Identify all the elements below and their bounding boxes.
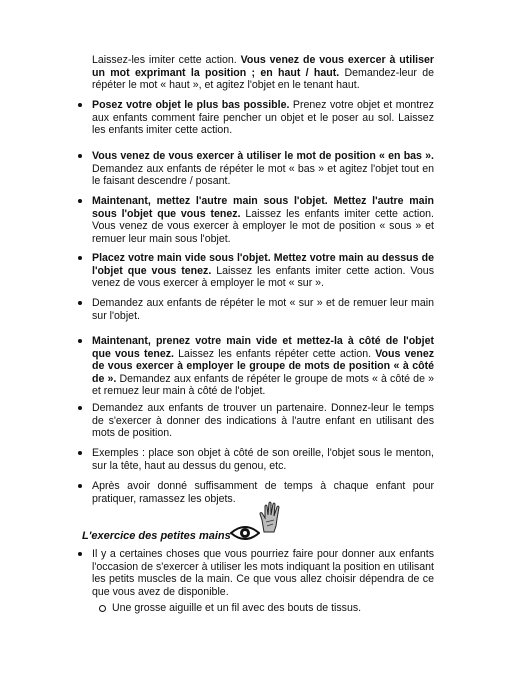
circle-bullet: [99, 605, 106, 612]
bold-run: Posez votre objet le plus bas possible.: [92, 99, 290, 111]
bullet: [78, 339, 82, 343]
bold-run: Maintenant, mettez l'autre main sous l'objet. Mettez l'autre main sous l'objet que vous tenez.: [92, 195, 434, 220]
text-run: Laissez-les imiter cette action.: [92, 54, 241, 66]
bold-run: Placez votre main vide sous l'objet. Mettez votre main au dessus de l'objet que vous tenez.: [92, 252, 434, 277]
continuation-paragraph: [92, 54, 434, 92]
text-run: Laissez les enfants répéter cette action.: [173, 347, 376, 360]
list-item: [92, 252, 434, 290]
text-run: Il y a certaines choses que vous pourriez faire pour donner aux enfants l'occasion de s'exercer à utiliser les mots indiquant la position en utilisant les petits muscles de la main. Ce que vous allez choisir dépendra de ce que vous avez de disponible.: [92, 548, 434, 598]
text-run: Prenez votre objet et montrez aux enfants comment faire pencher un objet et le poser au sol. Laissez les enfants imiter cette action.: [92, 99, 434, 137]
paragraph: [92, 335, 434, 398]
bold-run: Vous venez de vous exercer à employer le groupe de mots de position « à côté de ».: [92, 347, 435, 385]
list-item: [92, 335, 434, 398]
text-run: Demandez aux enfants de répéter le mot « sur » et de remuer leur main sur l'objet.: [92, 297, 434, 322]
paragraph: [92, 195, 434, 245]
bullet: [78, 484, 82, 488]
paragraph: [92, 99, 434, 137]
text-run: Demandez-leur de répéter le mot « haut », et agitez l'objet en le tenant haut.: [92, 66, 435, 92]
paragraph: [92, 447, 434, 472]
list-item: [92, 402, 434, 440]
text-run: Laissez les enfants imiter cette action. Vous venez de vous exercer à employer le mot « sur ».: [92, 264, 434, 290]
bold-run: Vous venez de vous exercer à utiliser un mot exprimant la position ; en haut / haut.: [92, 54, 435, 79]
bold-run: Maintenant, prenez votre main vide et mettez-la à côté de l'objet que vous tenez.: [92, 335, 434, 360]
paragraph: [92, 402, 434, 440]
list-item: [92, 195, 434, 245]
paragraph: [92, 150, 434, 188]
text-run: Après avoir donné suffisamment de temps à chaque enfant pour pratiquer, ramassez les objets.: [92, 480, 434, 505]
list-item: [92, 447, 434, 472]
bullet: [78, 301, 82, 305]
text-run: Laissez les enfants imiter cette action. Vous venez de vous exercer à employer le mot de position « sous » et remuer leur main sous l'objet.: [92, 207, 434, 245]
bullet: [78, 406, 82, 410]
paragraph: [92, 252, 434, 290]
list-item: [92, 150, 434, 188]
list-item: [92, 548, 434, 598]
list-item: [92, 99, 434, 137]
hand-icon: [258, 500, 284, 534]
bullet: [78, 103, 82, 107]
sub-list-item: [112, 602, 442, 615]
bullet: [78, 256, 82, 260]
bullet: [78, 154, 82, 158]
paragraph: Une grosse aiguille et un fil avec des bouts de tissus.: [112, 602, 362, 614]
eye-icon: [230, 524, 260, 542]
text-run: Demandez aux enfants de répéter le mot « bas » et agitez l'objet tout en le faisant descendre / posant.: [92, 162, 434, 188]
bullet: [78, 552, 82, 556]
bullet: [78, 451, 82, 455]
paragraph: [92, 548, 434, 598]
text-run: Demandez aux enfants de répéter le groupe de mots « à côté de » et remuez leur main à côté de l'objet.: [92, 372, 434, 398]
list-item: [92, 297, 434, 322]
section-heading: L'exercice des petites mains: [82, 530, 231, 542]
paragraph: [92, 297, 434, 322]
text-run: Exemples : place son objet à côté de son oreille, l'objet sous le menton, sur la tête, haut au dessus du genou, etc.: [92, 447, 434, 472]
text-run: Demandez aux enfants de trouver un partenaire. Donnez-leur le temps de s'exercer à donner des indications à l'autre enfant en utilisant des mots de position.: [92, 402, 434, 440]
bold-run: Vous venez de vous exercer à utiliser le mot de position « en bas ».: [92, 150, 434, 162]
bullet: [78, 199, 82, 203]
